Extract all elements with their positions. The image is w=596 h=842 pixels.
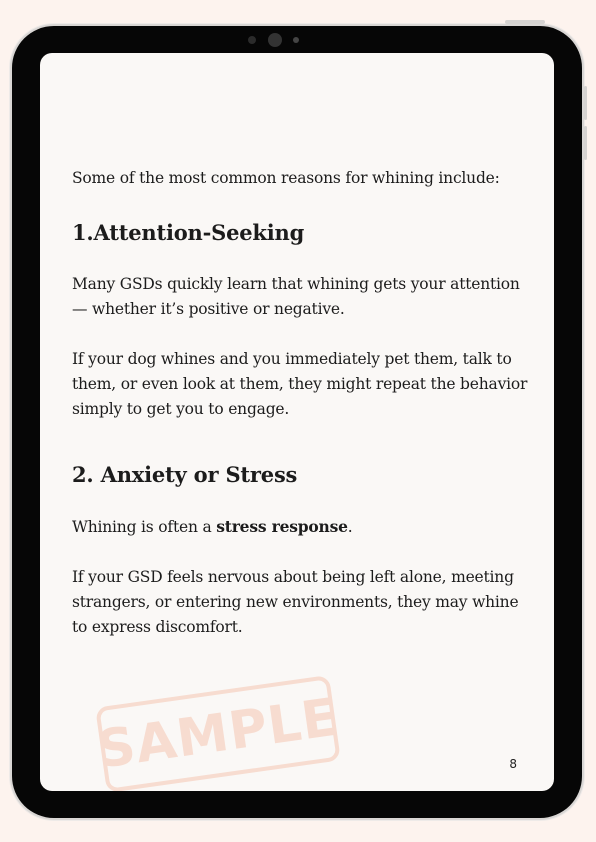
sensor-dot-left — [248, 36, 256, 44]
page-content — [72, 166, 532, 640]
intro-text: Some of the most common reasons for whining include: — [72, 169, 500, 187]
paragraph-attention-1: Many GSDs quickly learn that whining gets your attention — whether it’s positive or negative. — [72, 275, 520, 318]
paragraph-anxiety-1 — [72, 514, 532, 540]
tablet-top-button — [505, 20, 545, 24]
paragraph-anxiety-1-prefix: Whining is often a — [72, 518, 217, 536]
stress-response-emphasis: stress response — [216, 517, 348, 536]
ebook-page — [40, 53, 554, 791]
tablet-frame — [12, 26, 582, 818]
paragraph-anxiety-2: If your GSD feels nervous about being left alone, meeting strangers, or entering new environments, they may whine to express discomfort. — [72, 568, 519, 636]
section-heading-attention-seeking: 1.Attention-Seeking — [72, 220, 305, 245]
sample-watermark-stamp: SAMPLE — [95, 675, 341, 791]
paragraph-anxiety-1-suffix: . — [347, 518, 353, 536]
page-number: 8 — [509, 757, 517, 771]
section-heading-anxiety-stress: 2. Anxiety or Stress — [72, 462, 298, 487]
tablet-volume-down-button — [584, 126, 587, 160]
paragraph-attention-2: If your dog whines and you immediately pet them, talk to them, or even look at them, they might repeat the behavior simply to get you to engage. — [72, 350, 528, 418]
tablet-volume-up-button — [584, 86, 587, 120]
camera-lens — [268, 33, 282, 47]
sensor-dot-right — [293, 37, 299, 43]
